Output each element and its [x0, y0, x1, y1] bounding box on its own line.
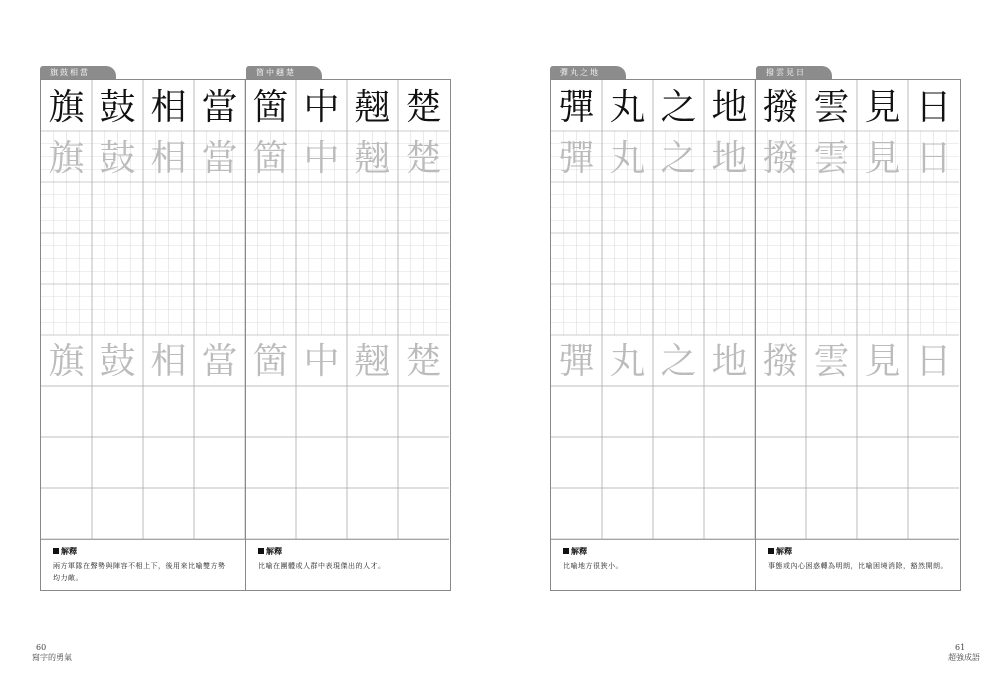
- explanation-line: 均力敵。: [53, 574, 83, 582]
- char-model: 當: [201, 87, 238, 128]
- char-trace: 見: [864, 341, 901, 382]
- right-practice-page: [550, 79, 961, 591]
- char-trace: 相: [150, 341, 187, 382]
- char-trace: 楚: [405, 138, 442, 179]
- explanation-box: [756, 540, 960, 590]
- tab-idiom-2: 箇中翹楚: [246, 66, 322, 80]
- char-trace: 翹: [354, 341, 391, 382]
- char-model: 楚: [405, 87, 442, 128]
- char-trace: 日: [915, 341, 952, 382]
- char-trace: 旗: [48, 138, 85, 179]
- char-model: 丸: [609, 87, 646, 128]
- char-model: 雲: [813, 87, 850, 128]
- char-model: 相: [150, 87, 187, 128]
- explanation-line: 比喻地方很狹小。: [563, 562, 623, 570]
- section-2: [245, 80, 449, 590]
- left-practice-page: [40, 79, 451, 591]
- section-3: [551, 80, 755, 590]
- char-trace: 相: [150, 138, 187, 179]
- char-trace: 撥: [762, 138, 799, 179]
- char-model: 之: [660, 87, 697, 128]
- explanation-title: 解釋: [258, 546, 440, 557]
- explanation-line: 兩方軍隊在聲勢與陣容不相上下，後用來比喻雙方勢: [53, 562, 226, 570]
- tab-idiom-1: 旗鼓相當: [40, 66, 116, 80]
- char-model: 旗: [48, 87, 85, 128]
- char-trace: 翹: [354, 138, 391, 179]
- tab-idiom-3: 彈丸之地: [550, 66, 626, 80]
- char-model: 撥: [762, 87, 799, 128]
- char-model: 箇: [252, 87, 289, 128]
- char-trace: 箇: [252, 341, 289, 382]
- char-trace: 楚: [405, 341, 442, 382]
- char-trace: 雲: [813, 138, 850, 179]
- char-model: 中: [303, 87, 340, 128]
- char-trace: 彈: [558, 138, 595, 179]
- char-trace: 雲: [813, 341, 850, 382]
- char-trace: 撥: [762, 341, 799, 382]
- char-model: 地: [711, 87, 748, 128]
- char-trace: 箇: [252, 138, 289, 179]
- char-trace: 日: [915, 138, 952, 179]
- explanation-title: 解釋: [53, 546, 235, 557]
- char-trace: 丸: [609, 341, 646, 382]
- char-trace: 中: [303, 138, 340, 179]
- char-trace: 之: [660, 341, 697, 382]
- char-trace: 之: [660, 138, 697, 179]
- char-trace: 地: [711, 341, 748, 382]
- char-trace: 鼓: [99, 341, 136, 382]
- char-trace: 當: [201, 138, 238, 179]
- char-trace: 當: [201, 341, 238, 382]
- char-trace: 旗: [48, 341, 85, 382]
- char-model: 鼓: [99, 87, 136, 128]
- char-trace: 見: [864, 138, 901, 179]
- explanation-title: 解釋: [563, 546, 745, 557]
- char-trace: 中: [303, 341, 340, 382]
- char-trace: 鼓: [99, 138, 136, 179]
- footer-right: 超強成語: [948, 653, 980, 662]
- explanation-box: [246, 540, 450, 590]
- explanation-title: 解釋: [768, 546, 950, 557]
- explanation-line: 比喻在團體或人群中表現傑出的人才。: [258, 562, 386, 570]
- char-model: 翹: [354, 87, 391, 128]
- char-model: 見: [864, 87, 901, 128]
- section-4: [755, 80, 959, 590]
- char-model: 彈: [558, 87, 595, 128]
- char-trace: 彈: [558, 341, 595, 382]
- footer-left: 寫字的勇氣: [32, 653, 72, 662]
- explanation-box: [551, 540, 755, 590]
- char-model: 日: [915, 87, 952, 128]
- page-number-right: 61: [955, 643, 966, 652]
- char-trace: 地: [711, 138, 748, 179]
- section-1: [41, 80, 245, 590]
- explanation-line: 事態或內心困惑轉為明朗，比喻困境消除，豁然開朗。: [768, 562, 948, 570]
- tab-idiom-4: 撥雲見日: [756, 66, 832, 80]
- page-number-left: 60: [36, 643, 47, 652]
- char-trace: 丸: [609, 138, 646, 179]
- explanation-box: [41, 540, 245, 590]
